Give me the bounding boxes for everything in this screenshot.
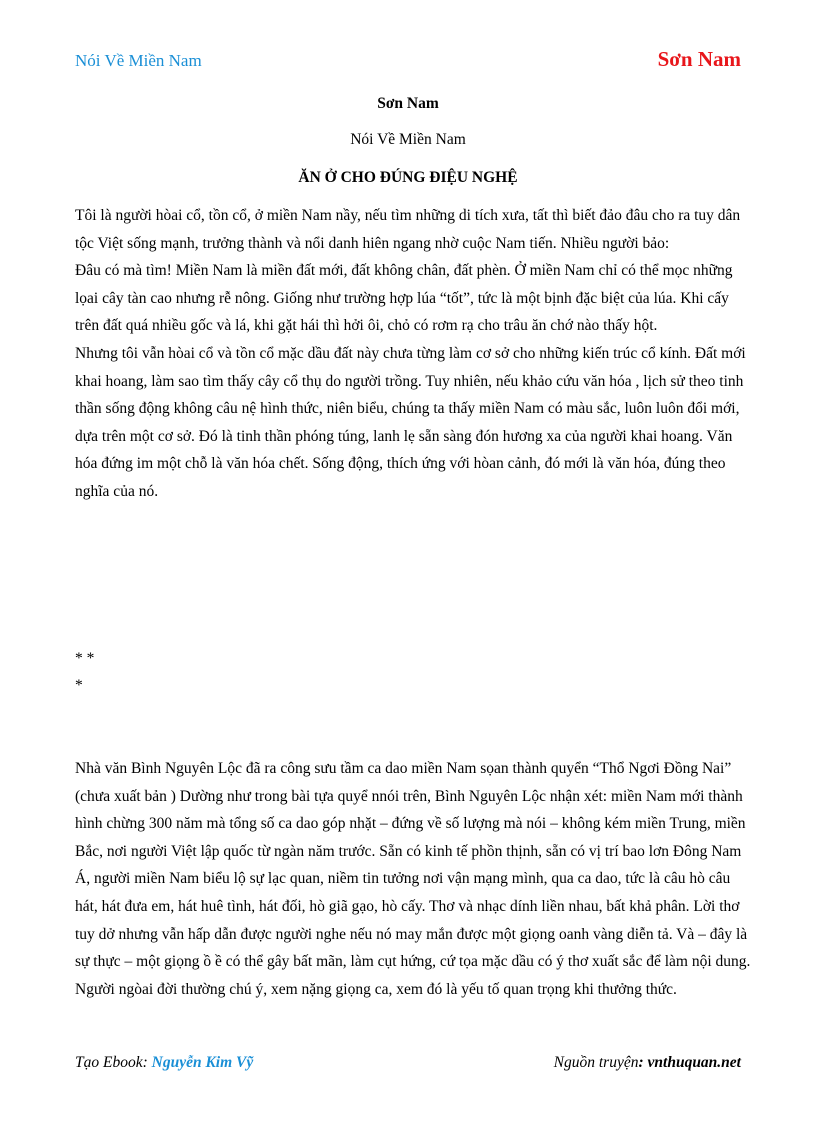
footer-source-credit [554,1054,741,1072]
paragraph: Đâu có mà tìm! Miền Nam là miền đất mới, đất không chân, đất phèn. Ở miền Nam chỉ có thể mọc những lọai cây tàn cao nhưng rễ nông. Giống như trường hợp lúa “tốt”, tức là một bịnh đặc biệt của lúa. Khi cấy trên đất quá nhiều gốc và lá, khi gặt hái thì hởi ôi, chỏ có rơm rạ cho trâu ăn chớ nào thấy hột. [75,262,733,335]
chapter-title: ĂN Ở CHO ĐÚNG ĐIỆU NGHỆ [298,169,518,186]
paragraph: Người ngòai đời thường chú ý, xem nặng giọng ca, xem đó là yếu tố quan trọng khi thưởng thức. [75,980,677,998]
paragraph: Tôi là người hòai cổ, tồn cổ, ở miền Nam nầy, nếu tìm những di tích xưa, tất thì biết đảo đâu cho ra tuy dân tộc Việt sống mạnh, trưởng thành và nổi danh hiên ngang nhờ cuộc Nam tiến. Nhiều người bảo: [75,207,741,252]
title-book: Nói Về Miền Nam [350,131,466,148]
separator-stars-line1: * * [75,650,95,667]
footer-source-label: Nguồn truyện [553,1054,639,1071]
separator-stars-line2: * [75,677,83,694]
header-book-title: Nói Về Miền Nam [75,51,202,70]
footer-ebook-credit [75,1054,253,1072]
body-section-2 [75,755,755,1003]
title-author: Sơn Nam [377,95,439,112]
paragraph: Nhà văn Bình Nguyên Lộc đã ra công sưu tầm ca dao miền Nam sọan thành quyển “Thổ Ngơi Đồng Nai” (chưa xuất bản ) Dường như trong bài tựa quyể nnói trên, Bình Nguyên Lộc nhận xét: miền Nam mới thành hình chừng 300 năm mà tổng số ca dao góp nhặt – đứng về số lượng mà nói – không kém miền Trung, miền Bắc, nơi người Việt lập quốc từ ngàn năm trước. Sẵn có kinh tế phồn thịnh, sẵn có vị trí bao lơn Đông Nam Á, người miền Nam biểu lộ sự lạc quan, niềm tin tưởng nơi vận mạng mình, qua ca dao, tức là câu hò câu hát, hát đưa em, hát huê tình, hát đối, hò giã gạo, hò cấy. Thơ và nhạc dính liền nhau, bất khả phân. Lời thơ tuy dở nhưng vẫn hấp dẫn được người nghe nếu nó may mắn được một giọng oanh vàng diễn tả. Và – đây là sự thực – một giọng ồ ề có thể gây bất mãn, làm cụt hứng, cứ tọa mặc dầu có ý thơ xuất sắc để làm nội dung. [75,760,751,971]
paragraph: Nhưng tôi vẫn hòai cổ và tồn cổ mặc dầu đất này chưa từng làm cơ sở cho những kiến trúc cổ kính. Đất mới khai hoang, làm sao tìm thấy cây cổ thụ do người trồng. Tuy nhiên, nếu khảo cứu văn hóa , lịch sử theo tinh thần sống động không câu nệ hình thức, niên biểu, chúng ta thấy miền Nam có màu sắc, luôn luôn đổi mới, dựa trên một cơ sở. Đó là tinh thần phóng túng, lanh lẹ sẵn sàng đón hương xa của người khai hoang. Văn hóa đứng im một chỗ là văn hóa chết. Sống động, thích ứng với hòan cảnh, đó mới là văn hóa, đúng theo nghĩa của nó. [75,344,746,500]
footer-ebook-name: Nguyễn Kim Vỹ [151,1054,254,1071]
footer-source-site: vnthuquan.net [647,1054,741,1071]
footer-ebook-sep: : [142,1054,152,1071]
body-section-1 [75,202,755,506]
header-author-name: Sơn Nam [657,47,741,71]
footer-source-sep: : [638,1054,648,1071]
footer-ebook-label: Tạo Ebook [75,1054,143,1071]
